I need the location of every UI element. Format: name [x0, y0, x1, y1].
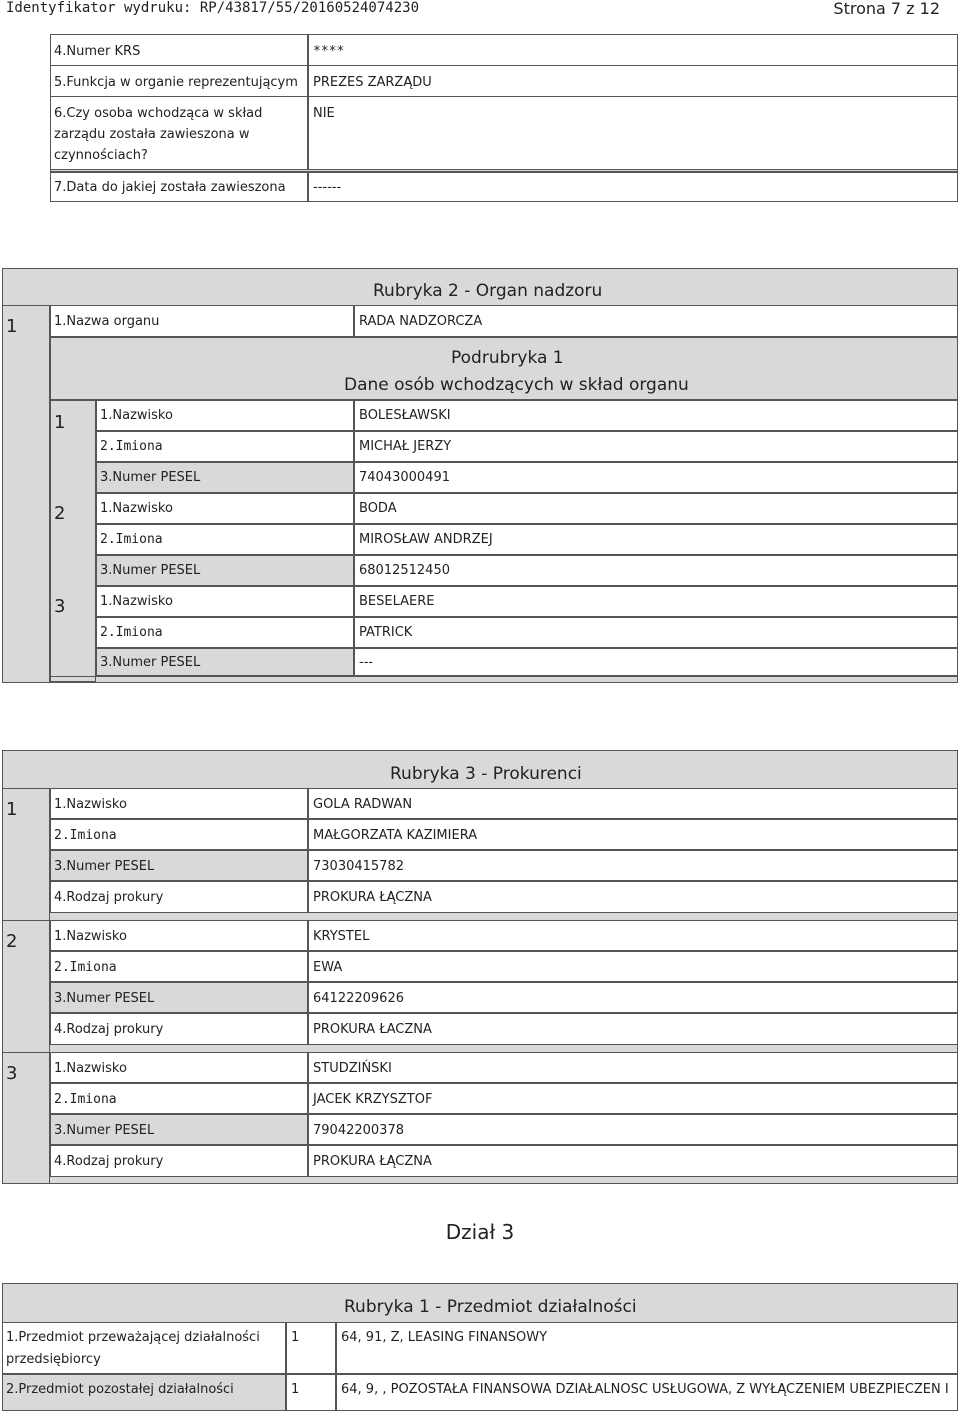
- przedmiot-pozostaly-num: 1: [291, 1382, 300, 1397]
- value-cell: [308, 850, 958, 881]
- rubryka-2-title: Rubryka 2 - Organ nadzoru: [373, 281, 603, 301]
- prokurent-index: 1: [6, 799, 18, 820]
- value-cell: [308, 951, 958, 982]
- zawieszona-label-line1: 6.Czy osoba wchodząca w skład: [54, 106, 263, 121]
- przedmiot-przewazajacy-label-line1: 1.Przedmiot przeważającej działalności: [6, 1330, 260, 1345]
- przedmiot-przewazajacy-label-line2: przedsiębiorcy: [6, 1352, 101, 1367]
- rodzaj-prokury-label: 4.Rodzaj prokury: [54, 1154, 164, 1169]
- data-zawieszenia-label: 7.Data do jakiej została zawieszona: [54, 180, 286, 195]
- imiona-value: JACEK KRZYSZTOF: [313, 1092, 433, 1107]
- print-identifier: Identyfikator wydruku: RP/43817/55/20160524074230: [6, 0, 420, 16]
- imiona-label: 2.Imiona: [100, 625, 163, 640]
- dzial-3-title: Dział 3: [445, 1220, 515, 1244]
- imiona-label: 2.Imiona: [100, 532, 163, 547]
- pesel-label: 3.Numer PESEL: [100, 563, 201, 578]
- divider: [2, 920, 50, 921]
- funkcja-label: 5.Funkcja w organie reprezentującym: [54, 75, 298, 90]
- podrubryka-subtitle: Dane osób wchodzących w skład organu: [344, 375, 689, 395]
- value-cell: [308, 982, 958, 1013]
- pesel-value: 73030415782: [313, 859, 404, 874]
- imiona-value: PATRICK: [359, 625, 413, 640]
- value-cell: [308, 172, 958, 202]
- pesel-label: 3.Numer PESEL: [100, 655, 201, 670]
- person-index: 2: [54, 503, 66, 524]
- rodzaj-prokury-value: PROKURA ŁĄCZNA: [313, 1154, 432, 1169]
- divider: [2, 1052, 50, 1053]
- organ-index: 1: [6, 316, 18, 337]
- podrubryka-title: Podrubryka 1: [451, 348, 564, 368]
- rodzaj-prokury-value: PROKURA ŁACZNA: [313, 1022, 432, 1037]
- pesel-label: 3.Numer PESEL: [54, 991, 155, 1006]
- imiona-label: 2.Imiona: [54, 1092, 117, 1107]
- value-cell: [354, 493, 958, 524]
- krs-label: 4.Numer KRS: [54, 44, 141, 59]
- rodzaj-prokury-label: 4.Rodzaj prokury: [54, 890, 164, 905]
- imiona-value: MICHAŁ JERZY: [359, 439, 452, 454]
- pesel-label: 3.Numer PESEL: [54, 1123, 155, 1138]
- zawieszona-label-line2: zarządu została zawieszona w: [54, 127, 250, 142]
- przedmiot-przewazajacy-value: 64, 91, Z, LEASING FINANSOWY: [341, 1330, 548, 1345]
- pesel-value: 64122209626: [313, 991, 404, 1006]
- przedmiot-przewazajacy-num: 1: [291, 1330, 300, 1345]
- value-cell: [308, 1114, 958, 1145]
- person-index: 1: [54, 412, 66, 433]
- imiona-value: MIROSŁAW ANDRZEJ: [359, 532, 493, 547]
- nazwisko-value: GOLA RADWAN: [313, 797, 413, 812]
- pesel-value: ---: [359, 655, 374, 670]
- nazwisko-value: STUDZIŃSKI: [313, 1061, 392, 1076]
- funkcja-value: PREZES ZARZĄDU: [313, 75, 432, 90]
- nazwisko-label: 1.Nazwisko: [54, 929, 127, 944]
- page-number: Strona 7 z 12: [833, 0, 940, 18]
- value-cell: [308, 1052, 958, 1083]
- organ-name-label: 1.Nazwa organu: [54, 314, 160, 329]
- nazwisko-value: BODA: [359, 501, 397, 516]
- value-cell: [308, 34, 958, 66]
- imiona-label: 2.Imiona: [54, 828, 117, 843]
- zawieszona-label-line3: czynnościach?: [54, 148, 148, 163]
- nazwisko-value: KRYSTEL: [313, 929, 370, 944]
- pesel-value: 79042200378: [313, 1123, 404, 1138]
- nazwisko-label: 1.Nazwisko: [100, 501, 173, 516]
- value-cell: [354, 586, 958, 617]
- nazwisko-label: 1.Nazwisko: [100, 408, 173, 423]
- value-cell: [308, 920, 958, 951]
- przedmiot-pozostaly-label: 2.Przedmiot pozostałej działalności: [6, 1382, 234, 1397]
- nazwisko-label: 1.Nazwisko: [54, 797, 127, 812]
- person-index-column: [50, 400, 96, 682]
- organ-name-value: RADA NADZORCZA: [359, 314, 483, 329]
- rubryka-3-title: Rubryka 3 - Prokurenci: [390, 764, 582, 784]
- index-column: [2, 788, 50, 1184]
- nazwisko-value: BESELAERE: [359, 594, 435, 609]
- rubryka-1-title: Rubryka 1 - Przedmiot działalności: [344, 1297, 637, 1317]
- imiona-value: EWA: [313, 960, 343, 975]
- imiona-label: 2.Imiona: [100, 439, 163, 454]
- divider: [50, 676, 958, 677]
- pesel-label: 3.Numer PESEL: [100, 470, 201, 485]
- przedmiot-pozostaly-value: 64, 9, , POZOSTAŁA FINANSOWA DZIAŁALNOŚĆ USŁUGOWA, Z WYŁĄCZENIEM UBEZPIECZEŃ I: [341, 1382, 949, 1397]
- nazwisko-label: 1.Nazwisko: [100, 594, 173, 609]
- pesel-label: 3.Numer PESEL: [54, 859, 155, 874]
- rodzaj-prokury-label: 4.Rodzaj prokury: [54, 1022, 164, 1037]
- index-column: [2, 305, 50, 683]
- prokurent-index: 2: [6, 931, 18, 952]
- pesel-value: 68012512450: [359, 563, 450, 578]
- value-cell: [354, 617, 958, 648]
- nazwisko-label: 1.Nazwisko: [54, 1061, 127, 1076]
- value-cell: [354, 648, 958, 676]
- pesel-value: 74043000491: [359, 470, 450, 485]
- krs-value: ****: [313, 44, 345, 59]
- value-cell: [308, 96, 958, 170]
- zawieszona-value: NIE: [313, 106, 335, 121]
- rodzaj-prokury-value: PROKURA ŁĄCZNA: [313, 890, 432, 905]
- data-zawieszenia-value: ------: [313, 180, 342, 195]
- imiona-value: MAŁGORZATA KAZIMIERA: [313, 828, 478, 843]
- imiona-label: 2.Imiona: [54, 960, 117, 975]
- prokurent-index: 3: [6, 1063, 18, 1084]
- nazwisko-value: BOLESŁAWSKI: [359, 408, 451, 423]
- person-index: 3: [54, 596, 66, 617]
